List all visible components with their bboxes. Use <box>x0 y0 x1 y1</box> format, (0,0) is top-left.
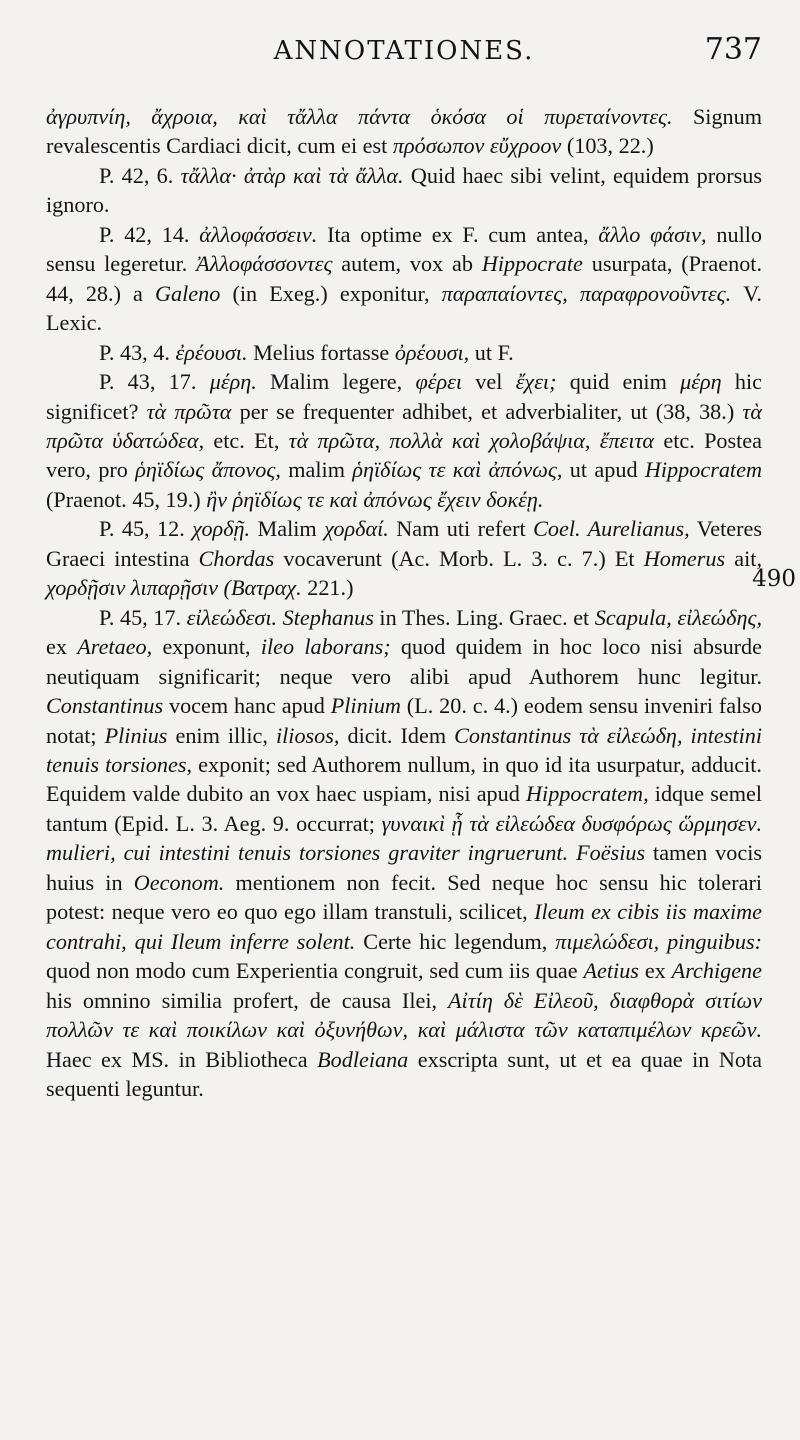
text-segment: (103, 22.) <box>561 133 654 159</box>
greek-text: ἄλλο φάσιν, <box>598 221 707 247</box>
greek-text: χορδῇ. <box>192 516 251 542</box>
greek-text: Ἀλλοφάσσοντες <box>196 251 333 277</box>
italic-text: Stephanus <box>282 604 374 630</box>
text-segment: enim illic, <box>167 722 276 748</box>
running-head <box>46 32 762 76</box>
italic-text: Coel. Aurelianus, <box>533 516 690 542</box>
italic-text: Galeno <box>155 280 221 306</box>
text-segment: P. 42, 6. <box>99 162 181 188</box>
greek-text: ἔχει; <box>515 369 557 395</box>
text-segment: P. 45, 17. <box>99 604 187 630</box>
text-segment: V. Lexic. <box>46 280 762 336</box>
text-segment: quid enim <box>556 369 681 395</box>
text-segment: (L. 20. c. 4.) eodem sensu inveniri falso notat; <box>46 693 762 748</box>
greek-text: εἰλεώδεσι. <box>186 604 278 630</box>
annotation-paragraph <box>46 603 762 1104</box>
greek-text: χορδῇσιν λιπαρῇσιν (Βατραχ. <box>46 575 302 601</box>
text-segment: (Praenot. 45, 19.) <box>46 486 207 512</box>
italic-text: Foësius <box>576 840 646 866</box>
text-segment: exponit; sed Authorem nullum, in quo id ita usurpatur, adducit. Equidem valde dubito an vox haec uspiam, nisi apud <box>46 751 762 807</box>
text-segment: 221.) <box>301 575 354 601</box>
text-segment: P. 43, 17. <box>99 369 210 395</box>
text-segment: exscripta sunt, ut et ea quae in Nota sequenti leguntur. <box>46 1046 762 1101</box>
text-segment: etc. Et, <box>204 427 289 453</box>
running-title: ANNOTATIONES. <box>273 36 535 66</box>
text-segment: P. 45, 12. <box>99 516 193 542</box>
text-segment: idque semel tantum (Epid. L. 3. Aeg. 9. occurrat; <box>46 781 763 836</box>
text-segment: mentionem non fecit. Sed neque hoc sensu hic tolerari potest: neque vero eo quo ego illam transtuli, scilicet, <box>46 869 762 925</box>
italic-text: πιμελώδεσι, pinguibus: <box>555 928 762 954</box>
greek-text: τὰ πρῶτα ὑδατώδεα, <box>46 398 762 453</box>
text-segment: hic significet? <box>46 369 763 424</box>
italic-text: Aetius <box>583 958 639 984</box>
annotation-paragraph <box>46 338 762 367</box>
text-segment: Certe hic legendum, <box>355 928 556 954</box>
text-segment: his omnino similia profert, de causa Ilei, <box>46 987 448 1013</box>
margin-reference-number: 490 <box>752 566 796 592</box>
text-segment: exponunt, <box>152 634 261 660</box>
annotation-paragraph <box>46 220 762 338</box>
greek-text: χορδαί. <box>324 516 389 542</box>
italic-text: Plinium <box>330 693 401 719</box>
text-segment: usurpata, (Praenot. 44, 28.) a <box>46 251 762 306</box>
italic-text: Homerus <box>643 545 726 571</box>
greek-text: τἄλλα· ἀτὰρ καὶ τὰ ἄλλα. <box>180 162 404 188</box>
italic-text: Archigene <box>671 958 762 984</box>
text-segment: quod quidem in hoc loco nisi absurde neutiquam significarit; neque vero alibi apud Authorem hunc legitur. <box>46 634 762 689</box>
text-segment: Malim <box>250 516 325 542</box>
text-segment: nullo sensu legeretur. <box>46 221 762 277</box>
greek-text: ῥηϊδίως ἄπονος, <box>135 457 281 483</box>
greek-text: μέρη <box>680 369 722 395</box>
text-segment: per se frequenter adhibet, et adverbialiter, ut (38, 38.) <box>231 398 743 424</box>
greek-text: ἢν ῥηϊδίως τε καὶ ἀπόνως ἔχειν δοκέῃ. <box>206 486 544 512</box>
text-segment: Veteres Graeci intestina <box>46 516 762 571</box>
greek-text: παραπαίοντες, παραφρονοῦντες. <box>441 280 732 306</box>
italic-text: Chordas <box>198 545 275 571</box>
text-segment: P. 42, 14. <box>99 221 200 247</box>
italic-text: Oeconom. <box>133 869 225 895</box>
text-segment <box>568 840 576 865</box>
annotation-paragraph <box>46 102 762 161</box>
text-segment: etc. Postea vero, pro <box>46 427 763 483</box>
text-segment: malim <box>280 457 353 483</box>
text-segment: ait, <box>725 545 762 571</box>
greek-text: μέρη. <box>209 369 257 395</box>
text-segment: (in Exeg.) exponitur, <box>220 280 442 306</box>
text-segment: Nam uti refert <box>388 516 534 542</box>
greek-text: ἐρέουσι. <box>175 339 248 365</box>
italic-text: γυναικὶ ᾗ τὰ εἰλεώδεα δυσφόρως ὥρμησεν. mulieri, cui intestini tenuis torsiones graviter ingruerunt. <box>46 810 762 866</box>
text-segment: Melius fortasse <box>247 339 395 365</box>
text-segment: vocaverunt (Ac. Morb. L. 3. c. 7.) Et <box>274 545 644 571</box>
text-segment: vel <box>462 369 516 395</box>
italic-text: Scapula, εἰλεώδης, <box>594 604 763 630</box>
text-segment: ex <box>46 634 78 660</box>
greek-text: ἀλλοφάσσειν. <box>199 221 318 247</box>
text-segment: quod non modo cum Experientia congruit, sed cum iis quae <box>46 958 584 984</box>
text-segment: ex <box>638 958 672 984</box>
text-segment: in Thes. Ling. Graec. et <box>373 604 595 630</box>
greek-text: φέρει <box>415 369 463 395</box>
annotation-paragraph <box>46 367 762 514</box>
text-segment: Ita optime ex F. cum antea, <box>317 221 599 247</box>
text-segment: Haec ex MS. in Bibliotheca <box>46 1046 318 1072</box>
greek-text: Αἰτίη δὲ Εἰλεοῦ, διαφθορὰ σιτίων πολλῶν τε καὶ ποικίλων καὶ ὀξυνήθων, καὶ μάλιστα τῶν καταπιμέλων κρεῶν. <box>46 987 763 1043</box>
annotation-paragraph <box>46 161 762 220</box>
text-segment: ut F. <box>469 339 514 365</box>
text-segment: dicit. Idem <box>339 722 455 748</box>
text-segment: ut apud <box>562 457 645 483</box>
greek-text: τὰ πρῶτα <box>146 398 232 424</box>
greek-text: ῥηϊδίως τε καὶ ἀπόνως, <box>352 457 563 483</box>
italic-text: Constantinus τὰ εἰλεώδη, intestini tenuis torsiones, <box>46 722 763 777</box>
text-segment: vocem hanc apud <box>163 693 331 719</box>
text-segment: Signum revalescentis Cardiaci dicit, cum ei est <box>46 104 762 159</box>
italic-text: Plinius <box>104 722 168 748</box>
text-segment: Quid haec sibi velint, equidem prorsus ignoro. <box>46 162 762 218</box>
page-number: 737 <box>704 32 762 67</box>
text-segment: autem, vox ab <box>332 251 482 277</box>
italic-text: Aretaeo, <box>77 634 153 660</box>
text-segment: P. 43, 4. <box>99 339 176 365</box>
italic-text: ileo laborans; <box>260 634 391 660</box>
italic-text: Hippocratem <box>644 457 762 483</box>
italic-text: Hippocratem, <box>526 781 649 807</box>
italic-text: Bodleiana <box>317 1046 409 1072</box>
italic-text: Constantinus <box>46 693 164 719</box>
annotation-paragraph <box>46 514 762 602</box>
italic-text: iliosos, <box>275 722 340 748</box>
text-segment: Malim legere, <box>256 369 416 395</box>
italic-text: Hippocrate <box>481 251 583 277</box>
greek-text: ἀγρυπνίη, ἄχροια, καὶ τἄλλα πάντα ὁκόσα οἱ πυρεταίνοντες. <box>46 104 673 129</box>
greek-text: ὀρέουσι, <box>394 339 470 365</box>
annotation-body <box>46 102 762 1103</box>
text-segment: tamen vocis huius in <box>46 840 763 895</box>
greek-text: τὰ πρῶτα, πολλὰ καὶ χολοβάψια, ἔπειτα <box>288 427 655 453</box>
italic-text: Ileum ex cibis iis maxime contrahi, qui Ileum inferre solent. <box>46 899 762 954</box>
greek-text: πρόσωπον εὔχροον <box>392 133 562 159</box>
